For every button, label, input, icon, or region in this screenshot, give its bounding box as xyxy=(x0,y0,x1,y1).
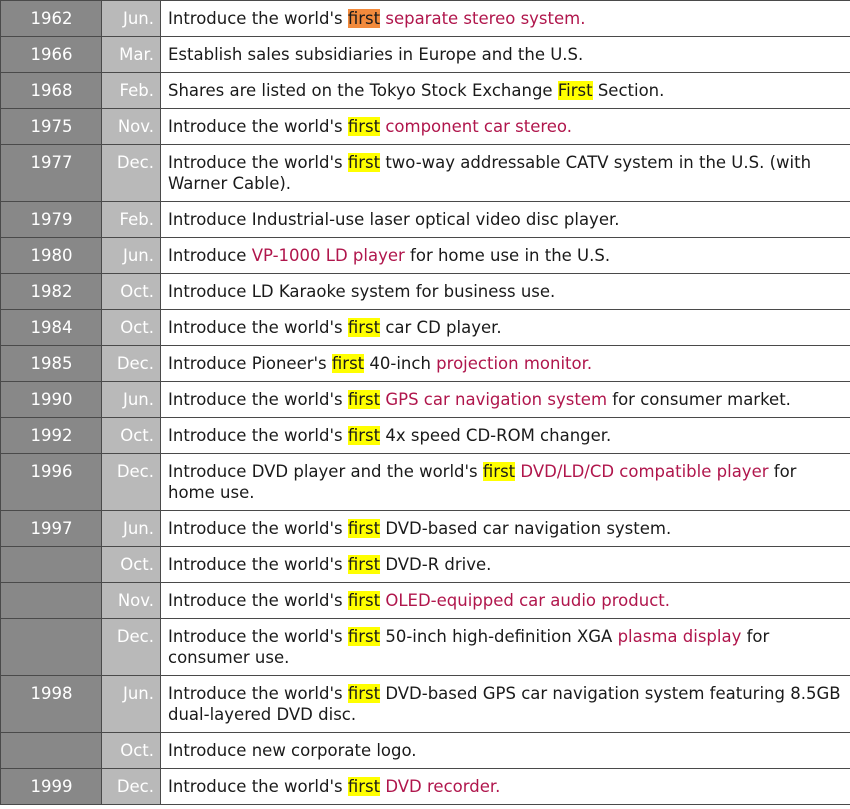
first-highlight: first xyxy=(347,627,381,646)
first-highlight: first xyxy=(347,318,381,337)
description-text: Establish sales subsidiaries in Europe and the U.S. xyxy=(168,45,584,64)
month-cell: Oct. xyxy=(102,418,161,454)
table-row xyxy=(1,73,850,109)
description-cell xyxy=(161,418,850,454)
description-cell xyxy=(161,676,850,733)
description-text: Introduce the world's xyxy=(168,390,348,409)
description-cell xyxy=(161,382,850,418)
month-cell: Oct. xyxy=(102,547,161,583)
month-cell: Jun. xyxy=(102,382,161,418)
description-cell xyxy=(161,274,850,310)
description-text: Shares are listed on the Tokyo Stock Exchange xyxy=(168,81,558,100)
first-highlight: first xyxy=(347,153,381,172)
year-cell: 1962 xyxy=(1,1,102,37)
month-cell: Jun. xyxy=(102,676,161,733)
product-link[interactable]: OLED-equipped car audio product. xyxy=(385,591,670,610)
table-row xyxy=(1,1,850,37)
table-row xyxy=(1,274,850,310)
description-cell xyxy=(161,733,850,769)
month-cell: Oct. xyxy=(102,274,161,310)
first-highlight: first xyxy=(347,591,381,610)
first-highlight: first xyxy=(347,684,381,703)
product-link[interactable]: projection monitor. xyxy=(436,354,593,373)
year-cell xyxy=(1,547,102,583)
table-row xyxy=(1,619,850,676)
description-cell xyxy=(161,73,850,109)
month-cell: Dec. xyxy=(102,454,161,511)
month-cell: Jun. xyxy=(102,511,161,547)
year-cell xyxy=(1,619,102,676)
first-highlight: first xyxy=(347,555,381,574)
description-cell xyxy=(161,238,850,274)
year-cell: 1992 xyxy=(1,418,102,454)
description-text: for home use. xyxy=(168,462,797,502)
table-row xyxy=(1,583,850,619)
description-text: car CD player. xyxy=(380,318,502,337)
month-cell: Dec. xyxy=(102,346,161,382)
description-text: Introduce Industrial-use laser optical video disc player. xyxy=(168,210,620,229)
description-cell xyxy=(161,769,850,805)
table-row xyxy=(1,418,850,454)
table-row xyxy=(1,346,850,382)
description-cell xyxy=(161,109,850,145)
description-text: DVD-based GPS car navigation system featuring 8.5GB dual-layered DVD disc. xyxy=(168,684,841,724)
table-row xyxy=(1,547,850,583)
table-row xyxy=(1,310,850,346)
product-link[interactable]: VP-1000 LD player xyxy=(251,246,405,265)
description-cell xyxy=(161,547,850,583)
description-text: DVD-R drive. xyxy=(380,555,492,574)
description-cell xyxy=(161,346,850,382)
table-row xyxy=(1,382,850,418)
month-cell: Jun. xyxy=(102,1,161,37)
description-text: Introduce the world's xyxy=(168,627,348,646)
description-text: Introduce the world's xyxy=(168,519,348,538)
table-row xyxy=(1,202,850,238)
year-cell: 1997 xyxy=(1,511,102,547)
description-cell xyxy=(161,511,850,547)
month-cell: Mar. xyxy=(102,37,161,73)
description-text: Section. xyxy=(592,81,665,100)
year-cell: 1979 xyxy=(1,202,102,238)
description-text: Introduce the world's xyxy=(168,591,348,610)
first-highlight: first xyxy=(482,462,516,481)
table-row xyxy=(1,676,850,733)
table-row xyxy=(1,769,850,805)
first-highlight: first xyxy=(347,519,381,538)
product-link[interactable]: separate stereo system. xyxy=(385,9,586,28)
first-highlight: first xyxy=(347,390,381,409)
description-text: Introduce DVD player and the world's xyxy=(168,462,483,481)
description-text: DVD-based car navigation system. xyxy=(380,519,672,538)
table-row xyxy=(1,145,850,202)
product-link[interactable]: DVD recorder. xyxy=(385,777,501,796)
description-text: Introduce LD Karaoke system for business use. xyxy=(168,282,556,301)
year-cell: 1990 xyxy=(1,382,102,418)
month-cell: Feb. xyxy=(102,73,161,109)
description-cell xyxy=(161,37,850,73)
table-row xyxy=(1,511,850,547)
year-cell: 1968 xyxy=(1,73,102,109)
description-text: for home use in the U.S. xyxy=(404,246,611,265)
year-cell: 1999 xyxy=(1,769,102,805)
description-text: for consumer use. xyxy=(168,627,770,667)
year-cell: 1966 xyxy=(1,37,102,73)
description-text: Introduce Pioneer's xyxy=(168,354,332,373)
description-text: for consumer market. xyxy=(607,390,791,409)
first-highlight: first xyxy=(347,426,381,445)
description-cell xyxy=(161,145,850,202)
product-link[interactable]: component car stereo. xyxy=(385,117,572,136)
description-text: Introduce the world's xyxy=(168,777,348,796)
month-cell: Oct. xyxy=(102,733,161,769)
description-cell xyxy=(161,619,850,676)
description-text: 4x speed CD-ROM changer. xyxy=(380,426,612,445)
product-link[interactable]: GPS car navigation system xyxy=(385,390,608,409)
first-highlight: first xyxy=(347,9,381,28)
first-highlight: first xyxy=(347,777,381,796)
description-text: Introduce new corporate logo. xyxy=(168,741,417,760)
month-cell: Dec. xyxy=(102,769,161,805)
description-text: 40-inch xyxy=(364,354,437,373)
year-cell: 1977 xyxy=(1,145,102,202)
description-text: two-way addressable CATV system in the U.S. (with Warner Cable). xyxy=(168,153,812,193)
year-cell: 1975 xyxy=(1,109,102,145)
description-cell xyxy=(161,310,850,346)
table-row xyxy=(1,37,850,73)
description-cell xyxy=(161,1,850,37)
product-link[interactable]: plasma display xyxy=(617,627,742,646)
description-cell xyxy=(161,583,850,619)
year-cell xyxy=(1,733,102,769)
product-link[interactable]: DVD/LD/CD compatible player xyxy=(520,462,769,481)
first-highlight: first xyxy=(347,117,381,136)
description-cell xyxy=(161,454,850,511)
table-row xyxy=(1,733,850,769)
description-text: Introduce the world's xyxy=(168,426,348,445)
year-cell: 1998 xyxy=(1,676,102,733)
description-text: Introduce the world's xyxy=(168,318,348,337)
year-cell xyxy=(1,583,102,619)
first-highlight: first xyxy=(331,354,365,373)
description-text: Introduce the world's xyxy=(168,153,348,172)
year-cell: 1984 xyxy=(1,310,102,346)
description-text: 50-inch high-definition XGA xyxy=(380,627,618,646)
table-row xyxy=(1,454,850,511)
month-cell: Nov. xyxy=(102,583,161,619)
month-cell: Nov. xyxy=(102,109,161,145)
description-text: Introduce the world's xyxy=(168,684,348,703)
month-cell: Oct. xyxy=(102,310,161,346)
description-text: Introduce xyxy=(168,246,252,265)
description-text: Introduce the world's xyxy=(168,117,348,136)
description-text: Introduce the world's xyxy=(168,9,348,28)
year-cell: 1982 xyxy=(1,274,102,310)
description-cell xyxy=(161,202,850,238)
first-highlight: First xyxy=(557,81,593,100)
month-cell: Jun. xyxy=(102,238,161,274)
month-cell: Dec. xyxy=(102,145,161,202)
year-cell: 1980 xyxy=(1,238,102,274)
year-cell: 1996 xyxy=(1,454,102,511)
month-cell: Feb. xyxy=(102,202,161,238)
month-cell: Dec. xyxy=(102,619,161,676)
table-row xyxy=(1,109,850,145)
history-table-body xyxy=(1,1,850,805)
year-cell: 1985 xyxy=(1,346,102,382)
description-text: Introduce the world's xyxy=(168,555,348,574)
table-row xyxy=(1,238,850,274)
